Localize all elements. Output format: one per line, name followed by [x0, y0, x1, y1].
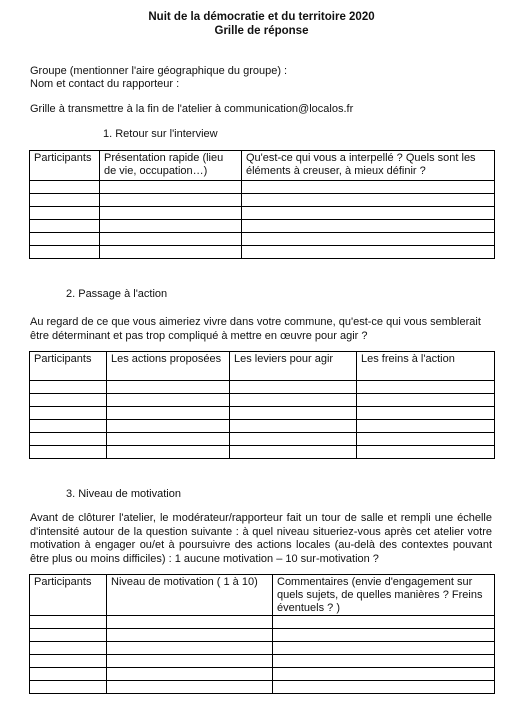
section-2-heading: 2. Passage à l'action: [66, 288, 168, 300]
table-row: [30, 381, 495, 394]
table-cell[interactable]: [357, 381, 495, 394]
column-header: Qu'est-ce qui vous a interpellé ? Quels sont les éléments à creuser, à mieux définir ?: [242, 151, 495, 181]
table-row: [30, 629, 495, 642]
table-row: [30, 394, 495, 407]
table-cell[interactable]: [273, 642, 495, 655]
column-header: Participants: [30, 352, 107, 381]
table-row: [30, 233, 495, 246]
table-row: [30, 446, 495, 459]
column-header: Les freins à l'action: [357, 352, 495, 381]
table-cell[interactable]: [107, 655, 273, 668]
table-row: [30, 407, 495, 420]
table-cell[interactable]: [100, 246, 242, 259]
table-cell[interactable]: [30, 181, 100, 194]
table-cell[interactable]: [357, 407, 495, 420]
table-cell[interactable]: [107, 446, 230, 459]
section-1-table: [29, 150, 495, 259]
table-cell[interactable]: [107, 668, 273, 681]
groupe-label: Groupe (mentionner l'aire géographique du groupe) :: [30, 65, 288, 77]
table-cell[interactable]: [242, 246, 495, 259]
table-cell[interactable]: [242, 220, 495, 233]
column-header: Participants: [30, 151, 100, 181]
table-cell[interactable]: [242, 207, 495, 220]
table-cell[interactable]: [273, 655, 495, 668]
section-3-question: Avant de clôturer l'atelier, le modérateur/rapporteur fait un tour de salle et rempli une échelle d'intensité autour de la question suivante : à quel niveau situeriez-vous après cet atelier votre motivation à engager ou/et à poursuivre des actions locales (au-delà des contextes pouvant être plus ou moins difficiles) : 1 aucune motivation – 10 sur-motivation ?: [30, 512, 492, 565]
table-cell[interactable]: [30, 681, 107, 694]
document-subtitle: Grille de réponse: [214, 25, 309, 37]
table-cell[interactable]: [30, 194, 100, 207]
table-cell[interactable]: [30, 381, 107, 394]
table-row: [30, 194, 495, 207]
table-row: [30, 220, 495, 233]
table-cell[interactable]: [242, 233, 495, 246]
table-cell[interactable]: [273, 629, 495, 642]
table-cell[interactable]: [230, 407, 357, 420]
table-cell[interactable]: [273, 668, 495, 681]
table-cell[interactable]: [100, 194, 242, 207]
table-row: [30, 207, 495, 220]
table-row: [30, 246, 495, 259]
table-cell[interactable]: [357, 394, 495, 407]
table-cell[interactable]: [30, 642, 107, 655]
table-cell[interactable]: [230, 420, 357, 433]
table-cell[interactable]: [357, 420, 495, 433]
table-row: [30, 420, 495, 433]
section-2-table: [29, 351, 495, 459]
transmission-note: Grille à transmettre à la fin de l'atelier à communication@localos.fr: [30, 103, 354, 115]
column-header: Participants: [30, 575, 107, 616]
section-3-table: [29, 574, 495, 694]
table-cell[interactable]: [30, 668, 107, 681]
table-cell[interactable]: [107, 616, 273, 629]
column-header: Commentaires (envie d'engagement sur quels sujets, de quelles manières ? Freins éventuels ? ): [273, 575, 495, 616]
table-cell[interactable]: [30, 616, 107, 629]
table-cell[interactable]: [242, 181, 495, 194]
table-cell[interactable]: [30, 433, 107, 446]
table-cell[interactable]: [107, 420, 230, 433]
document-title: Nuit de la démocratie et du territoire 2020: [148, 11, 375, 23]
table-cell[interactable]: [30, 394, 107, 407]
column-header: Niveau de motivation ( 1 à 10): [107, 575, 273, 616]
table-cell[interactable]: [100, 181, 242, 194]
table-cell[interactable]: [30, 407, 107, 420]
table-cell[interactable]: [357, 446, 495, 459]
column-header: Présentation rapide (lieu de vie, occupation…): [100, 151, 242, 181]
table-cell[interactable]: [357, 433, 495, 446]
table-header-row: [30, 352, 495, 381]
section-1-heading: 1. Retour sur l'interview: [103, 128, 218, 140]
table-cell[interactable]: [107, 681, 273, 694]
rapporteur-label: Nom et contact du rapporteur :: [30, 78, 180, 90]
table-cell[interactable]: [107, 629, 273, 642]
table-cell[interactable]: [30, 233, 100, 246]
table-header-row: [30, 575, 495, 616]
table-row: [30, 681, 495, 694]
table-cell[interactable]: [107, 433, 230, 446]
table-cell[interactable]: [230, 446, 357, 459]
table-row: [30, 642, 495, 655]
table-cell[interactable]: [30, 220, 100, 233]
section-2-question: Au regard de ce que vous aimeriez vivre dans votre commune, qu'est-ce qui vous semblerait être déterminant et pas trop compliqué à mettre en œuvre pour agir ?: [30, 316, 481, 342]
table-cell[interactable]: [230, 433, 357, 446]
table-cell[interactable]: [107, 381, 230, 394]
table-row: [30, 433, 495, 446]
column-header: Les actions proposées: [107, 352, 230, 381]
table-cell[interactable]: [30, 207, 100, 220]
table-cell[interactable]: [273, 616, 495, 629]
table-row: [30, 181, 495, 194]
table-cell[interactable]: [30, 655, 107, 668]
table-cell[interactable]: [100, 233, 242, 246]
table-cell[interactable]: [230, 394, 357, 407]
table-cell[interactable]: [230, 381, 357, 394]
section-3-heading: 3. Niveau de motivation: [66, 488, 181, 500]
table-cell[interactable]: [107, 394, 230, 407]
table-cell[interactable]: [30, 246, 100, 259]
column-header: Les leviers pour agir: [230, 352, 357, 381]
table-cell[interactable]: [30, 629, 107, 642]
table-row: [30, 655, 495, 668]
table-cell[interactable]: [30, 420, 107, 433]
table-cell[interactable]: [30, 446, 107, 459]
table-row: [30, 668, 495, 681]
table-cell[interactable]: [107, 407, 230, 420]
table-cell[interactable]: [242, 194, 495, 207]
table-header-row: [30, 151, 495, 181]
table-cell[interactable]: [107, 642, 273, 655]
table-cell[interactable]: [100, 207, 242, 220]
table-row: [30, 616, 495, 629]
table-cell[interactable]: [100, 220, 242, 233]
table-cell[interactable]: [273, 681, 495, 694]
